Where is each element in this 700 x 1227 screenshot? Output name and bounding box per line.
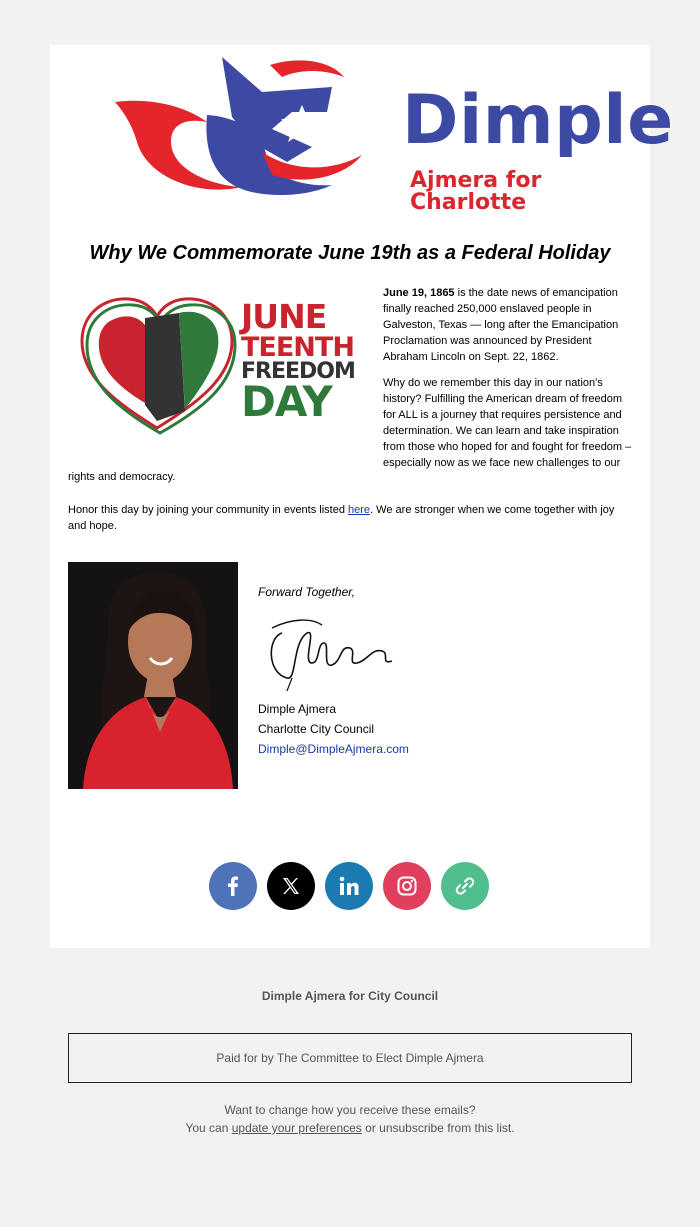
date-highlight: June 19, 1865: [383, 287, 455, 299]
signer-role: Charlotte City Council: [258, 722, 375, 736]
juneteenth-word-3: FREEDOM: [241, 359, 355, 384]
article-body: [383, 285, 635, 481]
paragraph-1-text: is the date news of emancipation finally reached 250,000 enslaved people in Galveston, Texas — long after the Emancipation Proclamation was announced by President Abraham Lincoln on Sept. 22, 1862.: [383, 287, 619, 363]
juneteenth-word-2: TEENTH: [241, 332, 354, 363]
preferences-question: Want to change how you receive these emails?: [224, 1103, 476, 1117]
signer-email-link[interactable]: Dimple@DimpleAjmera.com: [258, 742, 409, 756]
signer-name: Dimple Ajmera: [258, 702, 337, 716]
preferences-line: [0, 1121, 700, 1135]
x-button[interactable]: [267, 862, 315, 910]
facebook-icon: [221, 874, 245, 898]
handwritten-signature: [262, 603, 402, 693]
juneteenth-graphic: [77, 293, 357, 438]
social-links: [209, 862, 491, 910]
website-link-button[interactable]: [441, 862, 489, 910]
logo-name: Dimple: [402, 81, 674, 160]
footer-organization: Dimple Ajmera for City Council: [261, 989, 439, 1003]
events-link[interactable]: here: [348, 504, 371, 516]
paragraph-1: [383, 285, 635, 365]
paid-for-disclaimer: [68, 1033, 632, 1083]
honor-text-post: . We are stronger when we come together with joy and hope.: [68, 504, 615, 532]
linkedin-icon: [337, 874, 361, 898]
closing-line: Forward Together,: [258, 585, 355, 599]
portrait-icon: [68, 562, 238, 789]
preferences-pre: You can: [185, 1121, 232, 1135]
campaign-logo: [112, 57, 674, 215]
linkedin-button[interactable]: [325, 862, 373, 910]
link-icon: [454, 875, 476, 897]
juneteenth-word-4: DAY: [241, 377, 332, 426]
honor-text-pre: Honor this day by joining your community in events listed: [68, 504, 349, 516]
facebook-button[interactable]: [209, 862, 257, 910]
logo-subtitle: Ajmera for Charlotte: [410, 168, 542, 215]
heart-flag-icon: [77, 293, 237, 438]
paragraph-2-tail: rights and democracy.: [68, 471, 176, 483]
candidate-photo: [68, 562, 238, 789]
x-icon: [280, 875, 302, 897]
honor-paragraph: [68, 502, 628, 534]
email-card: [50, 45, 674, 948]
paragraph-2: Why do we remember this day in our nation's history? Fulfilling the American dream of freedom for ALL is a journey that requires persistence and determination. We can learn and take inspiration from those who hoped for and fought for freedom – especially now as we face new challenges to our: [383, 377, 632, 469]
update-preferences-link[interactable]: update your preferences: [231, 1121, 362, 1135]
juneteenth-word-1: JUNE: [241, 297, 327, 336]
preferences-post: or unsubscribe from this list.: [361, 1121, 515, 1135]
instagram-button[interactable]: [383, 862, 431, 910]
paid-for-text: Paid for by The Committee to Elect Dimple Ajmera: [216, 1051, 484, 1065]
instagram-icon: [395, 874, 419, 898]
headline: Why We Commemorate June 19th as a Federal Holiday: [89, 242, 611, 264]
